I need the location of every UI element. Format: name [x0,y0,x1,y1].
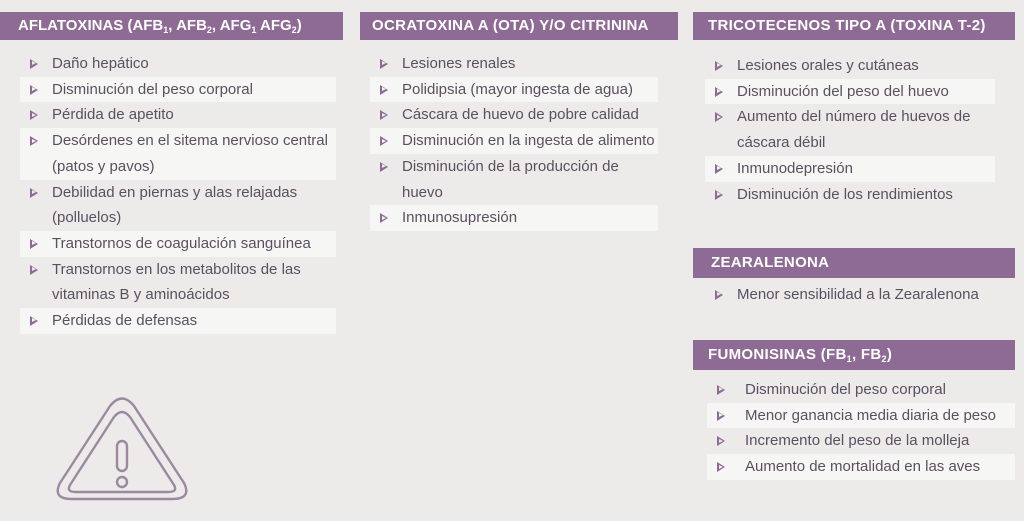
fumonisinas-title-p4: ) [886,346,893,363]
list-item [370,77,658,103]
triangle-bullet-icon [30,188,38,198]
triangle-bullet-icon [30,110,38,120]
ocratoxina-title: OCRATOXINA A (OTA) Y/O CITRININA [372,17,649,34]
zearalenona-section [693,248,1015,308]
list-item [705,156,995,182]
list-item [370,128,658,154]
aflatoxinas-title-p8: ) [296,17,302,34]
list-item [20,231,336,257]
aflatoxinas-title-s1: 1 [163,25,169,35]
aflatoxinas-title-p6: AFG [256,17,292,34]
list-item-text: Desórdenes en el sitema nervioso central (patos y pavos) [52,132,328,175]
list-item [370,51,658,77]
zearalenona-title: ZEARALENONA [711,254,830,271]
list-item [705,182,995,208]
list-item-text: Lesiones orales y cutáneas [737,57,919,74]
list-item [370,205,658,231]
list-item-text: Inmunodepresión [737,159,853,177]
list-item [370,102,658,128]
list-item-text: Cáscara de huevo de pobre calidad [402,106,639,124]
tricotecenos-list [705,53,995,207]
aflatoxinas-title-p4: , AFG [211,17,252,34]
list-item-text: Transtornos de coagulación sanguínea [52,234,311,252]
triangle-bullet-icon [715,87,723,97]
list-item [370,154,658,205]
list-item-text: Polidipsia (mayor ingesta de agua) [402,80,633,98]
list-item-text: Daño hepático [52,55,149,72]
triangle-bullet-icon [715,164,723,174]
aflatoxinas-title-s3: 2 [206,25,212,35]
triangle-bullet-icon [715,112,723,122]
list-item [20,128,336,179]
triangle-bullet-icon [30,85,38,95]
triangle-bullet-icon [380,85,388,95]
triangle-bullet-icon [380,110,388,120]
list-item-text: Disminución del peso del huevo [737,82,949,100]
list-item-text: Lesiones renales [402,55,516,72]
aflatoxinas-header [0,12,343,40]
ocratoxina-header [360,12,678,40]
list-item-text: Menor sensibilidad a la Zearalenona [737,286,979,303]
list-item-text: Menor ganancia media diaria de peso [745,406,996,424]
list-item [705,104,995,155]
list-item [707,377,1015,403]
list-item [20,257,336,308]
list-item [20,77,336,103]
fumonisinas-title-s1: 1 [846,354,852,364]
triangle-bullet-icon [717,411,725,421]
fumonisinas-list [707,377,1015,480]
list-item-text: Pérdidas de defensas [52,312,198,330]
fumonisinas-header [693,340,1015,370]
list-item-text: Disminución del peso corporal [52,80,253,98]
list-item [20,308,336,334]
list-item-text: Pérdida de apetito [52,106,174,124]
list-item-text: Debilidad en piernas y alas relajadas (polluelos) [52,183,298,227]
triangle-bullet-icon [380,162,388,172]
triangle-bullet-icon [30,59,38,69]
tricotecenos-title: TRICOTECENOS TIPO A (TOXINA T-2) [708,17,986,34]
fumonisinas-title-s3: 2 [881,354,887,364]
list-item-text: Incremento del peso de la molleja [745,432,970,450]
list-item-text: Disminución del peso corporal [745,381,946,398]
list-item-text: Aumento del número de huevos de cáscara débil [737,108,971,152]
list-item-text: Disminución de la producción de huevo [402,157,619,201]
triangle-bullet-icon [380,59,388,69]
zearalenona-list [705,282,1015,308]
list-item-text: Disminución de los rendimientos [737,185,953,203]
list-item [707,403,1015,429]
triangle-bullet-icon [30,316,38,326]
triangle-bullet-icon [717,436,725,446]
list-item [707,428,1015,454]
list-item-text: Aumento de mortalidad en las aves [745,458,981,476]
list-item [705,79,995,105]
tricotecenos-header [693,12,1015,40]
aflatoxinas-list [20,51,336,334]
triangle-bullet-icon [715,190,723,200]
ocratoxina-section [360,12,678,231]
list-item [705,53,995,79]
triangle-bullet-icon [380,136,388,146]
list-item [20,51,336,77]
fumonisinas-section [693,340,1015,480]
aflatoxinas-title-s5: 1 [251,25,257,35]
triangle-bullet-icon [30,265,38,275]
triangle-bullet-icon [715,290,723,300]
triangle-bullet-icon [717,385,725,395]
aflatoxinas-title-s7: 2 [291,25,297,35]
triangle-bullet-icon [30,136,38,146]
tricotecenos-section [693,12,1015,207]
aflatoxinas-title-p2: , AFB [168,17,207,34]
aflatoxinas-title-p0: AFLATOXINAS (AFB [18,17,164,34]
list-item-text: Transtornos en los metabolitos de las vitaminas B y aminoácidos [52,260,301,304]
triangle-bullet-icon [380,213,388,223]
warning-triangle-icon [52,397,192,501]
ocratoxina-list [370,51,658,231]
fumonisinas-title-p2: , FB [851,346,882,363]
fumonisinas-title-p0: FUMONISINAS (FB [708,346,847,363]
aflatoxinas-section [0,12,343,334]
list-item-text: Inmunosupresión [402,209,518,227]
zearalenona-header [693,248,1015,278]
list-item [20,180,336,231]
list-item [707,454,1015,480]
triangle-bullet-icon [715,61,723,71]
triangle-bullet-icon [717,462,725,472]
list-item-text: Disminución en la ingesta de alimento [402,132,655,150]
list-item [705,282,1015,308]
triangle-bullet-icon [30,239,38,249]
list-item [20,102,336,128]
